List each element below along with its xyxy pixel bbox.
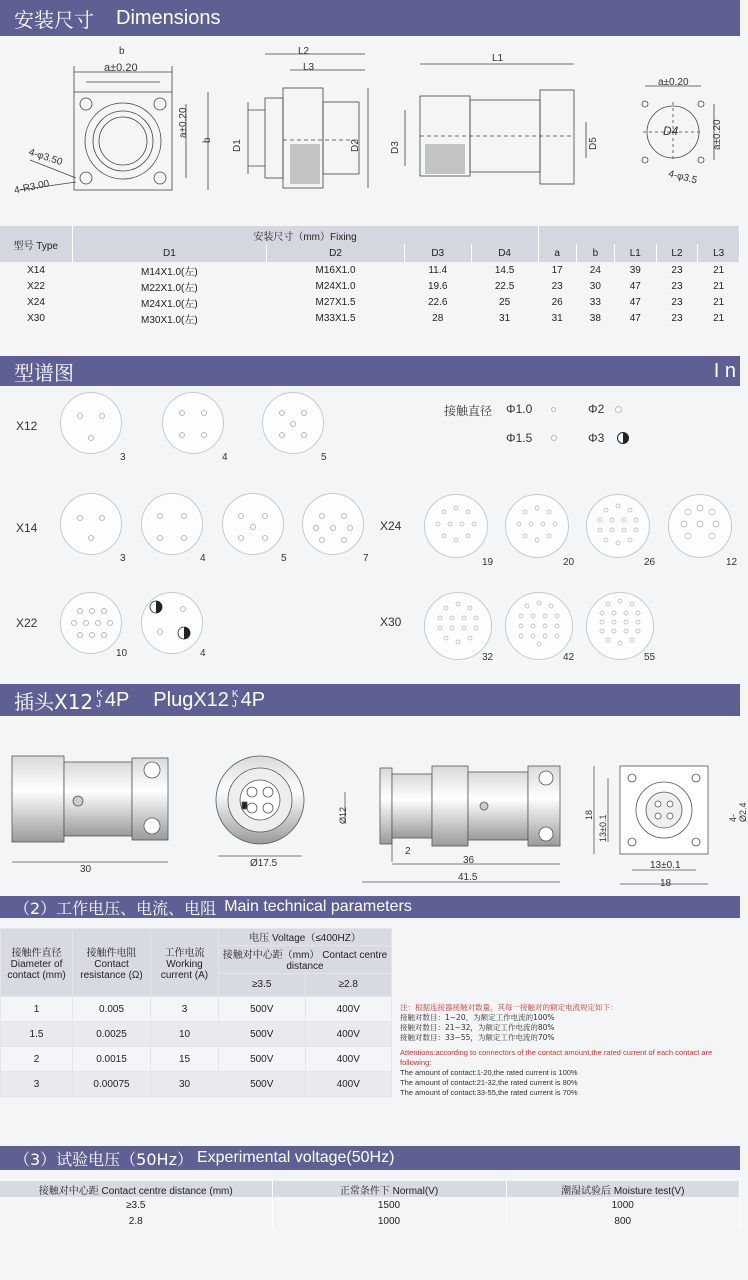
plug-r24: 4-Ø2.4 — [728, 802, 748, 822]
params-title-en: Main technical parameters — [224, 898, 412, 915]
params-h-dist: 接触对中心距（mm） Contact centre distance — [219, 945, 392, 973]
dim-l3-label: L3 — [303, 62, 315, 73]
dim-l2-label: L2 — [298, 46, 310, 57]
x14-cap: 3 — [120, 553, 126, 564]
cell: 21 — [713, 312, 725, 324]
cell: 47 — [629, 312, 641, 324]
cell: 0.0025 — [73, 1022, 151, 1047]
table-row — [1, 997, 392, 1022]
x12-cap: 4 — [222, 452, 228, 463]
x30-cap: 42 — [563, 652, 575, 663]
table-row — [1, 1047, 392, 1072]
dim-r350-label: 4-φ3.50 — [27, 146, 64, 169]
cell: ≥3.5 — [0, 1197, 272, 1213]
x30-cap: 32 — [482, 652, 494, 663]
series-x30: X30 — [380, 615, 402, 629]
cell: 15 — [151, 1047, 219, 1072]
cell: 2 — [1, 1047, 73, 1072]
cell: 25 — [471, 294, 538, 310]
legend-phi2: Φ2 — [588, 402, 605, 416]
plug-d2: 2 — [405, 846, 411, 857]
plug-drawings — [0, 722, 740, 892]
note-cn-4: 接触对数目：33~55，为额定工作电流的70% — [400, 1033, 555, 1042]
type-header: 型号 Type — [0, 226, 72, 262]
x24-cap: 26 — [644, 557, 656, 568]
cell: 19.6 — [427, 280, 448, 292]
dim-av-right-label: a±0.20 — [712, 119, 723, 150]
cell: 26 — [538, 294, 576, 310]
x22-cap: 4 — [200, 648, 206, 659]
cell: 0.00075 — [73, 1072, 151, 1097]
x24-cap: 19 — [482, 557, 494, 568]
plug-k-en: K — [231, 689, 239, 700]
legend-phi3: Φ3 — [588, 431, 605, 445]
table-row — [0, 310, 740, 326]
legend-phi1: Φ1.0 — [506, 402, 533, 416]
params-h-volt: 电压 Voltage（≤400HZ） — [219, 929, 392, 946]
params-h-res: 接触件电阻 Contact resistance (Ω) — [73, 929, 151, 997]
cell: X22 — [27, 280, 45, 292]
note-cn-2: 接触对数目：1~20，为额定工作电流的100% — [400, 1013, 555, 1022]
dim-av-label: a±0.20 — [178, 107, 189, 138]
params-h-cur: 工作电流 Working current (A) — [151, 929, 219, 997]
cell: M30X1.0(左) — [141, 314, 198, 326]
params-table — [0, 928, 392, 1097]
cell: 400V — [305, 1072, 392, 1097]
cell: X30 — [27, 312, 45, 324]
cell: 0.0015 — [73, 1047, 151, 1072]
cell: 23 — [551, 280, 563, 292]
series-x12: X12 — [16, 419, 38, 433]
note-cn-3: 接触对数目：21~32，为额定工作电流的80% — [400, 1023, 555, 1032]
cell: M14X1.0(左) — [72, 262, 267, 278]
cell: 0.005 — [73, 997, 151, 1022]
cell: 21 — [713, 280, 725, 292]
col-d1: D1 — [72, 244, 267, 262]
x24-cap: 20 — [563, 557, 575, 568]
table-row — [0, 262, 740, 278]
col-d3: D3 — [404, 244, 471, 262]
exp-h-moisture: 潮湿试验后 Moisture test(V) — [506, 1181, 740, 1197]
plug-d13h: 13±0.1 — [650, 860, 681, 871]
plug-suffix-en: 4P — [240, 688, 266, 711]
table-row — [1, 1072, 392, 1097]
cell: 21 — [698, 294, 740, 310]
cell: 22.5 — [494, 280, 515, 292]
dim-bv-label: b — [202, 137, 213, 143]
x22-cap: 10 — [116, 648, 128, 659]
cell: M27X1.5 — [267, 294, 405, 310]
cell: 21 — [698, 262, 740, 278]
cell: 500V — [219, 1047, 306, 1072]
params-h-28: ≥2.8 — [305, 973, 392, 996]
table-row — [0, 1213, 740, 1229]
cell: 1 — [1, 997, 73, 1022]
dimension-table — [0, 226, 740, 326]
cell: 400V — [305, 1022, 392, 1047]
cell: 500V — [219, 997, 306, 1022]
experimental-title-en: Experimental voltage(50Hz) — [196, 1149, 395, 1166]
experimental-table — [0, 1181, 740, 1229]
col-l1: L1 — [614, 244, 656, 262]
cell: X14 — [0, 262, 72, 278]
cell: 1500 — [272, 1197, 506, 1213]
plug-dia12: Ø12 — [338, 806, 348, 824]
plug-title-cn: 插头X12 — [14, 689, 94, 714]
plug-j-en: J — [231, 699, 237, 710]
x12-cap: 3 — [120, 452, 126, 463]
table-row — [0, 294, 740, 310]
params-h-35: ≥3.5 — [219, 973, 306, 996]
col-d2: D2 — [267, 244, 405, 262]
table-row — [0, 278, 740, 294]
cell: 1000 — [272, 1213, 506, 1229]
note-cn-1: 注：根据连接器接触对数量，其每一接触对的额定电流规定如下： — [400, 1003, 618, 1012]
dimensions-title-cn: 安装尺寸 — [14, 7, 94, 32]
fixing-header-blank — [538, 226, 739, 244]
cell: M16X1.0 — [267, 262, 405, 278]
col-l3: L3 — [698, 244, 740, 262]
series-x14: X14 — [16, 521, 38, 535]
cell: 23 — [656, 294, 698, 310]
col-d4: D4 — [471, 244, 538, 262]
cell: 22.6 — [404, 294, 471, 310]
experimental-header — [0, 1146, 740, 1170]
rated-current-notes — [400, 1003, 740, 1098]
cell: 47 — [629, 280, 641, 292]
plug-k: K — [96, 689, 103, 700]
cell: 38 — [589, 312, 601, 324]
cell: 500V — [219, 1022, 306, 1047]
cell: 14.5 — [471, 262, 538, 278]
exp-h-normal: 正常条件下 Normal(V) — [272, 1181, 506, 1197]
cell: 3 — [1, 1072, 73, 1097]
dim-b-label: b — [119, 46, 125, 57]
legend-phi15: Φ1.5 — [506, 431, 533, 445]
col-a: a — [538, 244, 576, 262]
plug-d18h: 18 — [660, 878, 672, 889]
plug-d415: 41.5 — [458, 872, 478, 883]
x30-cap: 55 — [644, 652, 656, 663]
cell: 31 — [551, 312, 563, 324]
cell: 33 — [576, 294, 614, 310]
cell: M24X1.0(左) — [72, 294, 267, 310]
cell: 30 — [151, 1072, 219, 1097]
params-header — [0, 896, 740, 918]
dimensions-title-en: Dimensions — [116, 6, 221, 29]
spectrum-header — [0, 356, 740, 386]
plug-header — [0, 684, 740, 716]
x24-cap: 12 — [726, 557, 738, 568]
pin-layouts — [0, 388, 740, 668]
exp-h-distance: 接触对中心距 Contact centre distance (mm) — [0, 1181, 272, 1197]
cell: X24 — [0, 294, 72, 310]
cell: 28 — [432, 312, 444, 324]
plug-dia175: Ø17.5 — [250, 858, 278, 869]
x12-cap: 5 — [321, 452, 327, 463]
cell: M24X1.0 — [315, 280, 356, 292]
note-en-4: The amount of contact:33-55,the rated current is 70% — [400, 1088, 578, 1097]
cell: 500V — [219, 1072, 306, 1097]
plug-len30: 30 — [80, 864, 92, 875]
series-x24: X24 — [380, 519, 402, 533]
cell: 39 — [614, 262, 656, 278]
plug-suffix-cn: 4P — [104, 688, 130, 711]
dim-a-label: a±0.20 — [104, 62, 138, 74]
cell: 1000 — [506, 1197, 740, 1213]
cell: 23 — [656, 262, 698, 278]
spectrum-title-cn: 型谱图 — [14, 360, 74, 385]
plug-title-en: PlugX12 — [153, 688, 229, 711]
cell: 31 — [499, 312, 511, 324]
dim-d2-label: D2 — [350, 139, 361, 152]
dim-a-right-label: a±0.20 — [658, 77, 689, 88]
dim-d4-label: D4 — [663, 124, 679, 138]
series-x22: X22 — [16, 616, 38, 630]
cell: 23 — [671, 280, 683, 292]
cell: 30 — [589, 280, 601, 292]
note-en-1: Attentions:according to connectors of the contact amount,the rated current of each contact are following: — [400, 1048, 713, 1067]
cell: 400V — [305, 1047, 392, 1072]
plug-d36: 36 — [463, 855, 475, 866]
table-row — [1, 1022, 392, 1047]
params-h-diam: 接触件直径 Diameter of contact (mm) — [1, 929, 73, 997]
cell: 2.8 — [0, 1213, 272, 1229]
x14-cap: 7 — [363, 553, 369, 564]
cell: 24 — [576, 262, 614, 278]
cell: 3 — [151, 997, 219, 1022]
note-en-3: The amount of contact:21-32,the rated current is 80% — [400, 1078, 578, 1087]
x14-cap: 5 — [281, 553, 287, 564]
x14-cap: 4 — [200, 553, 206, 564]
plug-j: J — [96, 699, 102, 710]
dim-r35-label: 4-φ3.5 — [667, 168, 699, 187]
cell: 400V — [305, 997, 392, 1022]
spectrum-title-en: I n — [713, 359, 736, 382]
dim-d5-label: D5 — [588, 137, 599, 150]
plug-d18v: 18 — [584, 809, 594, 820]
cell: 23 — [671, 312, 683, 324]
cell: 47 — [614, 294, 656, 310]
dim-l1-label: L1 — [492, 53, 504, 64]
cell: 11.4 — [404, 262, 471, 278]
col-l2: L2 — [656, 244, 698, 262]
cell: M22X1.0(左) — [141, 282, 198, 294]
legend-title: 接触直径 — [444, 404, 493, 418]
experimental-title-cn: （3）试验电压（50Hz） — [14, 1149, 193, 1169]
fixing-header: 安装尺寸（mm）Fixing — [72, 226, 538, 244]
dim-r300-label: 4-R3.00 — [13, 178, 51, 197]
note-en-2: The amount of contact:1-20,the rated current is 100% — [400, 1068, 578, 1077]
cell: 1.5 — [1, 1022, 73, 1047]
cell: 10 — [151, 1022, 219, 1047]
col-b: b — [576, 244, 614, 262]
plug-d13v: 13±0.1 — [598, 814, 608, 842]
dim-d1-label: D1 — [232, 139, 243, 152]
params-title-cn: （2）工作电压、电流、电阻 — [14, 898, 217, 918]
table-row — [0, 1197, 740, 1213]
cell: 800 — [506, 1213, 740, 1229]
cell: M33X1.5 — [315, 312, 356, 324]
dim-d3-label: D3 — [390, 141, 401, 154]
cell: 17 — [538, 262, 576, 278]
dimensions-header — [0, 0, 740, 36]
